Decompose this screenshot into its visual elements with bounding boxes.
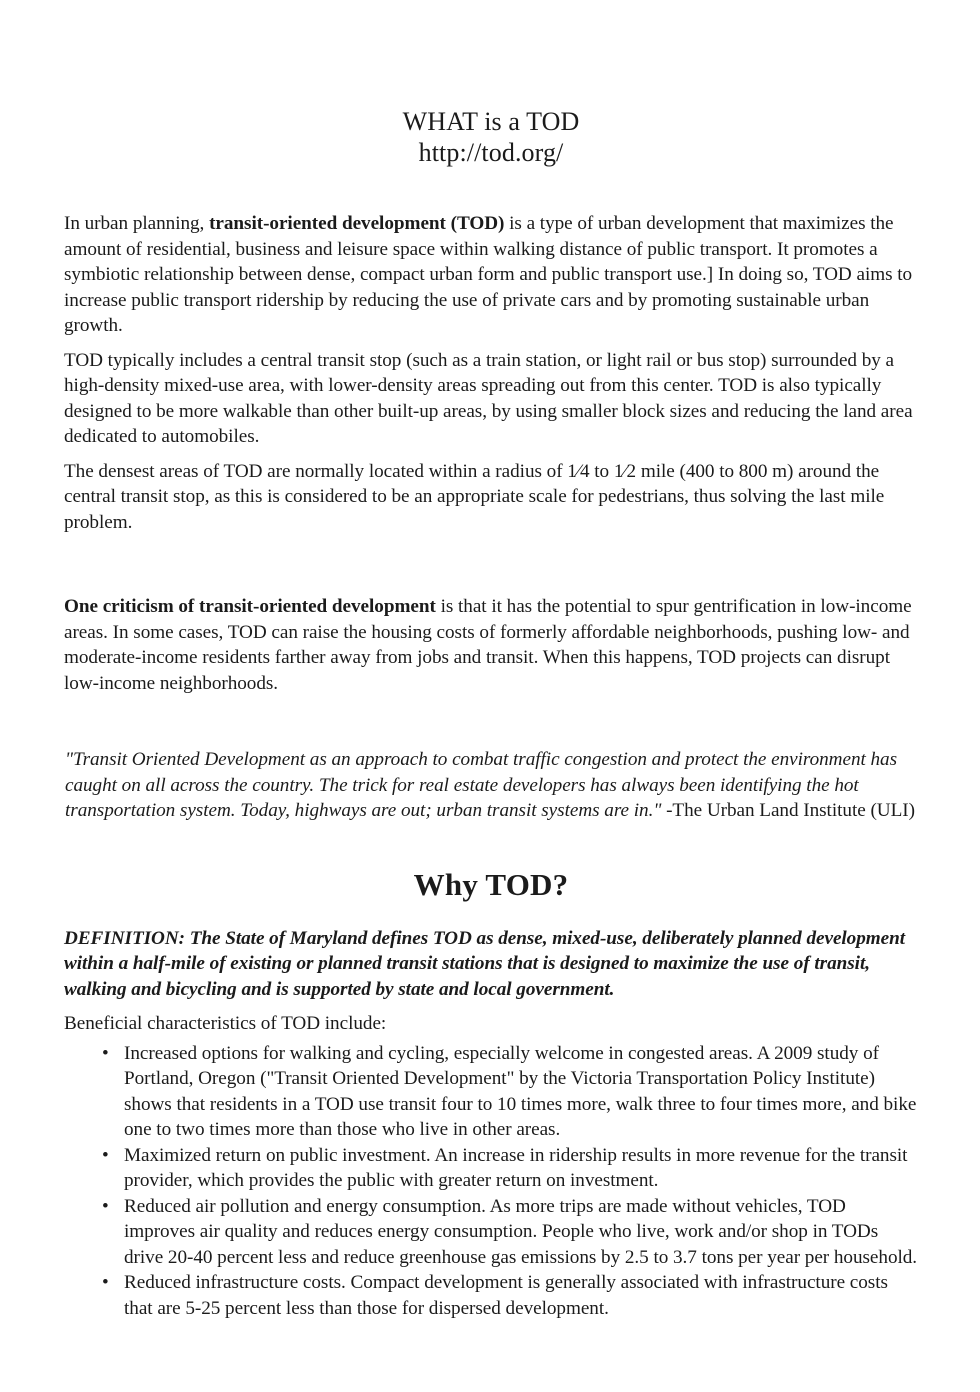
list-item-text: Reduced infrastructure costs. Compact development is generally associated with infrastructure costs that are 5-25 percent less than those for dispersed development. (124, 1272, 888, 1319)
bullet-point-icon: • (102, 1195, 109, 1217)
page-title: WHAT is a TOD (402, 107, 580, 136)
paragraph-1-text-before-bold: In urban planning, (64, 213, 210, 234)
definition-paragraph: DEFINITION: The State of Maryland defines TOD as dense, mixed-use, deliberately planned development within a half-mile of existing or planned transit stations that is designed to maximize the use of transit, walking and bicycling and is supported by state and local government. (64, 927, 906, 1000)
list-item-text: Maximized return on public investment. An increase in ridership results in more revenue for the transit provider, which provides the public with greater return on investment. (124, 1144, 908, 1191)
bullet-point-icon: • (102, 1042, 109, 1064)
document-content-column (64, 0, 918, 1321)
section-spacer-before-criticism (64, 544, 918, 594)
list-item-text: Reduced air pollution and energy consumption. As more trips are made without vehicles, TOD improves air quality and reduces energy consumption. People who live, work and/or shop in TODs drive 20-40 percent less and reduce greenhouse gas emissions by 2.5 to 3.7 tons per year per household. (124, 1195, 918, 1268)
list-item (102, 1041, 918, 1143)
list-item (102, 1270, 918, 1321)
criticism-bold-lead: One criticism of transit-oriented development (64, 596, 436, 617)
criticism-rest-text: is that it has the potential to spur gentrification in low-income areas. In some cases, TOD can raise the housing costs of formerly affordable neighborhoods, pushing low- and moderate-income residents farther away from jobs and transit. When this happens, TOD projects can disrupt low-income neighborhoods. (64, 596, 912, 694)
pull-quote (64, 747, 918, 824)
pull-quote-text: "Transit Oriented Development as an approach to combat traffic congestion and protect the environment has caught on all across the country. The trick for real estate developers has always been identifying the hot transportation system. Today, highways are out; urban transit systems are in." (65, 749, 898, 821)
section-spacer-after-heading (64, 904, 918, 926)
paragraph-1-text-after-bold: is a type of urban development that maximizes the amount of residential, business and leisure space within walking distance of public transport. It promotes a symbiotic relationship between dense, compact urban form and public transport use.] In doing so, TOD aims to increase public transport ridership by reducing the use of private cars and by promoting sustainable urban growth. (64, 213, 913, 336)
section-heading-why-tod: Why TOD? (413, 866, 569, 902)
paragraph-typical-composition: TOD typically includes a central transit stop (such as a train station, or light rail or bus stop) surrounded by a high-density mixed-use area, with lower-density areas spreading out from this center. TOD is also typically designed to be more walkable than other built-up areas, by using smaller block sizes and reducing the land area dedicated to automobiles. (64, 349, 913, 447)
section-spacer-before-heading (64, 824, 918, 866)
list-item (102, 1194, 918, 1271)
paragraph-density-radius: The densest areas of TOD are normally located within a radius of 1⁄4 to 1⁄2 mile (400 to 800 m) around the central transit stop, as this is considered to be an appropriate scale for pedestrians, thus solving the last mile problem. (64, 460, 885, 533)
list-item (102, 1143, 918, 1194)
bullet-point-icon: • (102, 1272, 109, 1293)
list-lead-in-text: Beneficial characteristics of TOD include: (64, 1013, 387, 1034)
paragraph-definition-intro (64, 211, 918, 339)
page-subtitle-url: http://tod.org/ (418, 138, 564, 167)
paragraph-criticism (64, 594, 918, 696)
benefits-bullet-list (64, 1041, 918, 1322)
pull-quote-attribution: -The Urban Land Institute (ULI) (661, 800, 915, 821)
bullet-point-icon: • (102, 1144, 109, 1166)
section-spacer-before-quote (64, 705, 918, 747)
list-item-text: Increased options for walking and cycling, especially welcome in congested areas. A 2009 study of Portland, Oregon ("Transit Oriented Development" by the Victoria Transportation Policy Institute) shows that residents in a TOD use transit four to 10 times more, walk three to four times more, and bike one to two times more than those who live in other areas. (124, 1042, 917, 1140)
paragraph-1-bold-term: transit-oriented development (TOD) (209, 213, 505, 234)
